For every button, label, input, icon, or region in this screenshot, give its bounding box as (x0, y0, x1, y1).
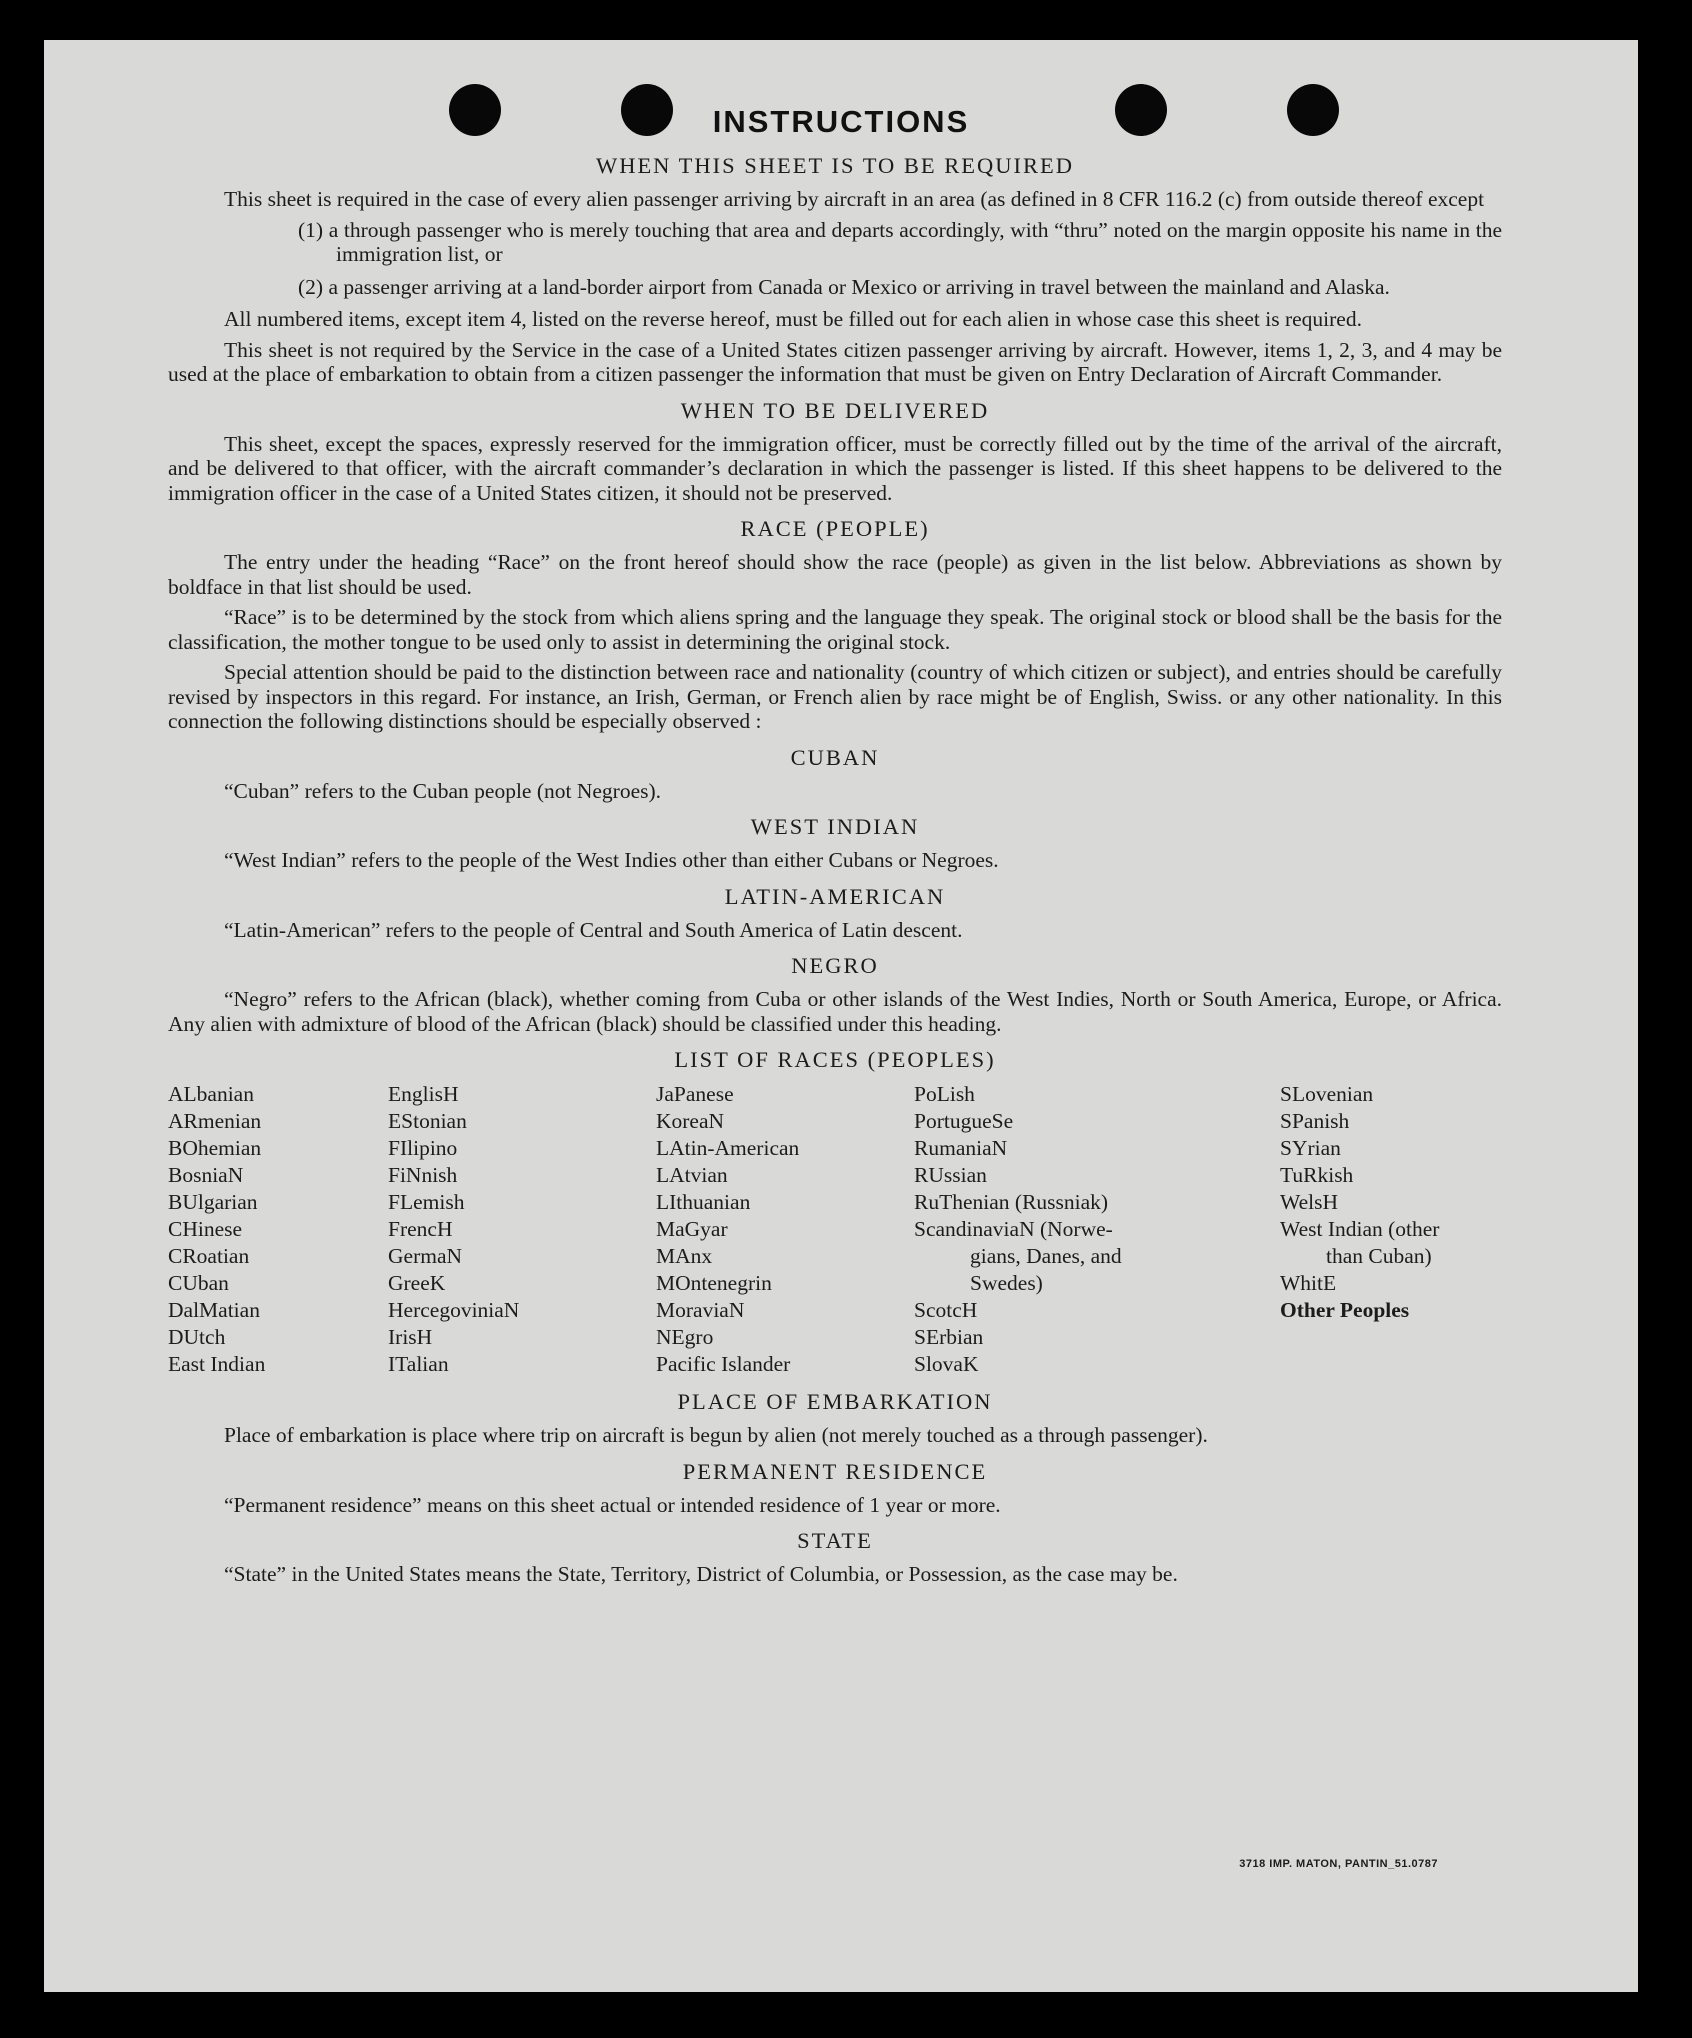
race-item: CUban (168, 1271, 229, 1295)
race-item: ScotcH (914, 1298, 978, 1322)
race-item: SLovenian (1280, 1082, 1374, 1106)
cuban-text: “Cuban” refers to the Cuban people (not Negroes). (224, 778, 662, 803)
heading-negro: NEGRO (791, 953, 879, 978)
race-item: Other Peoples (1280, 1298, 1410, 1322)
race-item: ARmenian (168, 1109, 262, 1133)
race-item-continuation: Swedes) (970, 1271, 1043, 1295)
race-item: FIlipino (388, 1136, 458, 1160)
heading-when-delivered: WHEN TO BE DELIVERED (680, 397, 990, 423)
exception-item-1: (1) a through passenger who is merely touching that area and departs accordingly, with “thru” noted on the margin opposite his name in the immigration list, or (298, 217, 1502, 266)
race-item: FiNnish (388, 1163, 458, 1187)
race-paragraph-1: The entry under the heading “Race” on the front hereof should show the race (people) as given in the list below. Abbreviations as shown by boldface in that list should be used. (168, 550, 1502, 599)
instructions-body (168, 152, 1502, 1593)
race-item: MAnx (656, 1244, 713, 1268)
race-item: RUssian (914, 1163, 987, 1187)
race-item: SPanish (1280, 1109, 1350, 1133)
printer-imprint: 3718 IMP. MATON, PANTIN_51.0787 (1239, 1858, 1438, 1870)
race-item: EStonian (388, 1109, 467, 1133)
heading-when-required: WHEN THIS SHEET IS TO BE REQUIRED (595, 153, 1075, 178)
race-item: BUlgarian (168, 1190, 258, 1214)
race-item: KoreaN (656, 1109, 725, 1133)
negro-text: “Negro” refers to the African (black), whether coming from Cuba or other islands of the West Indies, North or South America, Europe, or Africa. Any alien with admixture of blood of the African (black) should be classified under this heading. (168, 987, 1502, 1036)
state-text: “State” in the United States means the State, Territory, District of Columbia, or Possession, as the case may be. (224, 1562, 1178, 1586)
race-item: GermaN (388, 1244, 463, 1268)
race-item: MaGyar (656, 1217, 728, 1241)
race-item: LIthuanian (656, 1190, 751, 1214)
race-item: FLemish (388, 1190, 465, 1214)
race-item: West Indian (other (1280, 1217, 1440, 1241)
heading-permanent-residence: PERMANENT RESIDENCE (682, 1458, 988, 1484)
race-item: East Indian (168, 1352, 266, 1376)
race-item: Pacific Islander (656, 1352, 791, 1376)
not-required-paragraph: This sheet is not required by the Service in the case of a United States citizen passenger arriving by aircraft. However, items 1, 2, 3, and 4 may be used at the place of embarkation to obtain from a citizen passenger the information that must be given on Entry Declaration of Aircraft Commander. (168, 337, 1502, 386)
required-intro: This sheet is required in the case of every alien passenger arriving by aircraft in an area (as defined in 8 CFR 116.2 (c) from outside thereof except (224, 187, 1485, 211)
race-item: LAtvian (656, 1163, 728, 1187)
race-item: FrencH (388, 1217, 453, 1241)
heading-latin-american: LATIN-AMERICAN (724, 883, 946, 909)
race-item: CRoatian (168, 1244, 250, 1268)
races-column-2 (388, 1081, 656, 1378)
race-item: MoraviaN (656, 1298, 745, 1322)
residence-text: “Permanent residence” means on this sheet actual or intended residence of 1 year or more. (224, 1492, 1001, 1517)
page-title: INSTRUCTIONS (712, 104, 970, 139)
race-item: RumaniaN (914, 1136, 1008, 1160)
heading-list-of-races: LIST OF RACES (PEOPLES) (674, 1047, 996, 1072)
latin-american-text: “Latin-American” refers to the people of Central and South America of Latin descent. (224, 917, 963, 942)
race-item: GreeK (388, 1271, 446, 1295)
race-item: ScandinaviaN (Norwe- (914, 1217, 1113, 1241)
races-column-3 (656, 1081, 914, 1378)
race-item: ITalian (388, 1352, 449, 1376)
heading-cuban: CUBAN (790, 744, 880, 770)
race-item: JaPanese (656, 1082, 734, 1106)
race-item: ALbanian (168, 1082, 254, 1106)
west-indian-text: “West Indian” refers to the people of the West Indies other than either Cubans or Negroes. (224, 848, 999, 872)
race-item: BosniaN (168, 1163, 244, 1187)
race-item: SErbian (914, 1325, 984, 1349)
heading-west-indian: WEST INDIAN (750, 814, 920, 839)
race-item: CHinese (168, 1217, 243, 1241)
race-item-continuation: gians, Danes, and (970, 1244, 1122, 1268)
race-item: IrisH (388, 1325, 433, 1349)
race-item: SYrian (1280, 1136, 1341, 1160)
race-item: TuRkish (1280, 1163, 1354, 1187)
races-column-4 (914, 1081, 1280, 1378)
race-item: RuThenian (Russniak) (914, 1190, 1109, 1214)
heading-embarkation: PLACE OF EMBARKATION (677, 1389, 993, 1414)
race-paragraph-3: Special attention should be paid to the distinction between race and nationality (country of which citizen or subject), and entries should be carefully revised by inspectors in this regard. For instance, an Irish, German, or French alien by race might be of English, Swiss. or any other nationality. In this connection the following distinctions should be especially observed : (168, 660, 1502, 733)
race-item: WhitE (1280, 1271, 1337, 1295)
race-paragraph-2: “Race” is to be determined by the stock from which aliens spring and the language they speak. The original stock or blood shall be the basis for the classification, the mother tongue to be used only to assist in determining the original stock. (168, 605, 1502, 654)
race-item: SlovaK (914, 1352, 979, 1376)
race-item: EnglisH (388, 1082, 459, 1106)
races-column-5 (1280, 1081, 1502, 1378)
race-item: PoLish (914, 1082, 975, 1106)
race-item: MOntenegrin (656, 1271, 772, 1295)
race-item: HercegoviniaN (388, 1298, 520, 1322)
exception-item-2: (2) a passenger arriving at a land-border airport from Canada or Mexico or arriving in travel between the mainland and Alaska. (298, 274, 1390, 299)
heading-state: STATE (797, 1528, 873, 1553)
delivered-paragraph: This sheet, except the spaces, expressly reserved for the immigration officer, must be correctly filled out by the time of the arrival of the aircraft, and be delivered to that officer, with the aircraft commander’s declaration in which the passenger is listed. If this sheet happens to be delivered to the immigration officer in the case of a United States citizen, it should not be preserved. (168, 431, 1502, 505)
race-item-continuation: than Cuban) (1326, 1244, 1432, 1268)
race-item: LAtin-American (656, 1136, 800, 1160)
races-column-1 (168, 1081, 388, 1378)
race-item: BOhemian (168, 1136, 262, 1160)
numbered-items-paragraph: All numbered items, except item 4, listed on the reverse hereof, must be filled out for each alien in whose case this sheet is required. (224, 307, 1362, 331)
races-list (168, 1081, 1502, 1378)
race-item: NEgro (656, 1325, 714, 1349)
race-item: DalMatian (168, 1298, 260, 1322)
document-page (44, 40, 1638, 1992)
race-item: DUtch (168, 1325, 226, 1349)
race-item: PortugueSe (914, 1109, 1014, 1133)
heading-race: RACE (PEOPLE) (740, 516, 930, 541)
embarkation-text: Place of embarkation is place where trip on aircraft is begun by alien (not merely touched as a through passenger). (224, 1423, 1208, 1447)
race-item: WelsH (1280, 1190, 1338, 1214)
